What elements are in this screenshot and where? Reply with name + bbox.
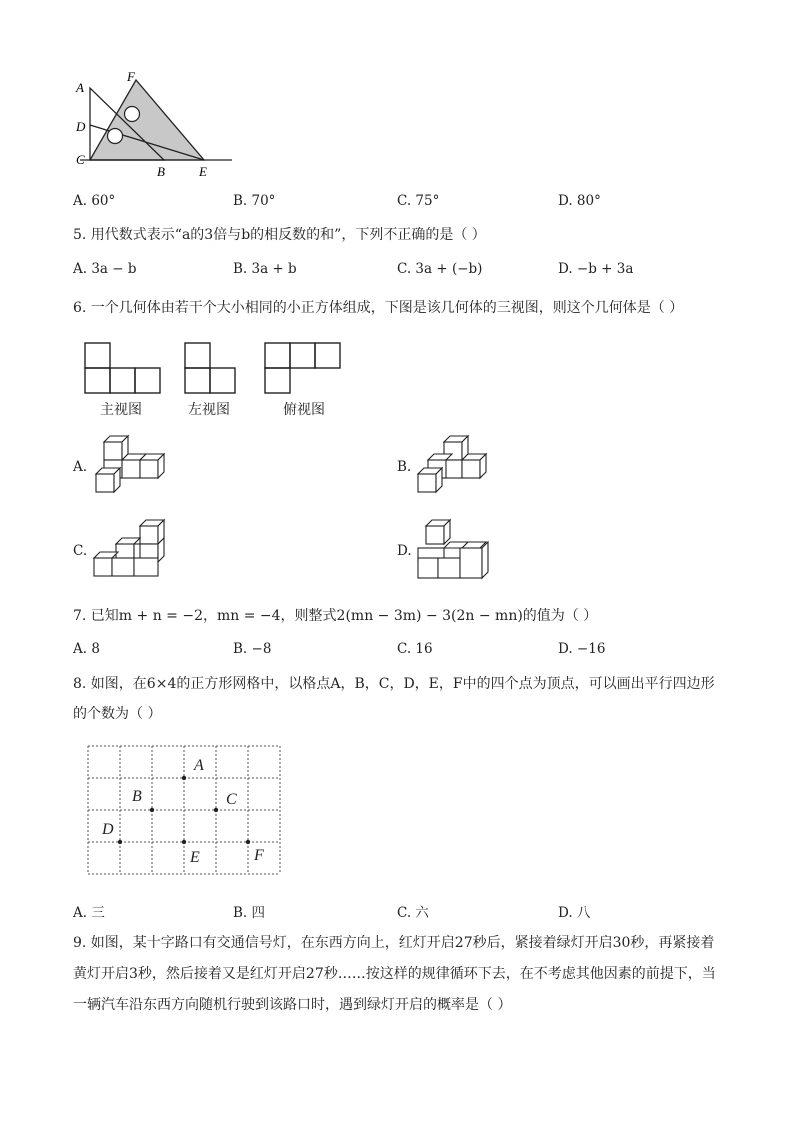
q7-option-c[interactable]: C. 16 bbox=[397, 641, 433, 657]
q6-option-b-solid[interactable] bbox=[414, 434, 504, 500]
q9-line3: 一辆汽车沿东西方向随机行驶到该路口时，遇到绿灯开启的概率是（ ） bbox=[73, 997, 512, 1013]
grid-label-A: A bbox=[194, 757, 204, 774]
q6-option-c-solid[interactable] bbox=[90, 518, 180, 584]
q5-stem: 5. 用代数式表示“a的3倍与b的相反数的和”，下列不正确的是（ ） bbox=[73, 227, 486, 243]
q8-option-b[interactable]: B. 四 bbox=[233, 905, 266, 921]
label-E: E bbox=[199, 164, 207, 179]
q6-option-b-label[interactable]: B. bbox=[397, 459, 412, 475]
point-D bbox=[118, 840, 122, 844]
label-D: D bbox=[76, 119, 86, 134]
point-E bbox=[182, 840, 186, 844]
grid-label-D: D bbox=[102, 821, 114, 838]
q7-option-d[interactable]: D. −16 bbox=[558, 641, 606, 657]
three-views-figure bbox=[80, 338, 350, 398]
q9-line2: 黄灯开启3秒，然后接着又是红灯开启27秒……按这样的规律循环下去，在不考虑其他因素的前提下，当 bbox=[73, 966, 716, 982]
q9-line1: 9. 如图，某十字路口有交通信号灯，在东西方向上，红灯开启27秒后，紧接着绿灯开启30秒，再紧接着 bbox=[73, 935, 715, 951]
q6-option-a-solid[interactable] bbox=[92, 434, 182, 500]
q7-option-b[interactable]: B. −8 bbox=[233, 641, 272, 657]
q4-option-d[interactable]: D. 80° bbox=[558, 193, 601, 209]
shaded-set-square bbox=[90, 80, 204, 160]
q5-option-c[interactable]: C. 3a + (−b) bbox=[397, 261, 483, 277]
point-F bbox=[246, 840, 250, 844]
q4-option-b[interactable]: B. 70° bbox=[233, 193, 276, 209]
q6-option-d-solid[interactable] bbox=[414, 518, 504, 584]
q8-option-a[interactable]: A. 三 bbox=[73, 905, 105, 921]
label-F: F bbox=[127, 70, 135, 84]
q5-option-d[interactable]: D. −b + 3a bbox=[558, 261, 634, 277]
point-C bbox=[214, 808, 218, 812]
grid-label-E: E bbox=[190, 849, 200, 866]
label-B: B bbox=[157, 164, 165, 179]
q7-option-a[interactable]: A. 8 bbox=[73, 641, 100, 657]
label-A: A bbox=[76, 80, 84, 95]
q4-option-a[interactable]: A. 60° bbox=[73, 193, 116, 209]
q6-option-a-label[interactable]: A. bbox=[73, 459, 88, 475]
q6-stem: 6. 一个几何体由若干个大小相同的小正方体组成，下图是该几何体的三视图，则这个几何体是（ ） bbox=[73, 300, 684, 316]
point-A bbox=[182, 776, 186, 780]
q5-option-a[interactable]: A. 3a − b bbox=[73, 261, 137, 277]
grid-label-F: F bbox=[254, 847, 264, 864]
top-view-caption: 俯视图 bbox=[283, 402, 325, 418]
q7-stem: 7. 已知m + n = −2，mn = −4，则整式2(mn − 3m) − 3(2n − mn)的值为（ ） bbox=[73, 608, 598, 624]
q6-option-d-label[interactable]: D. bbox=[397, 543, 412, 559]
q6-option-c-label[interactable]: C. bbox=[73, 543, 88, 559]
grid-label-B: B bbox=[132, 788, 142, 805]
q5-option-b[interactable]: B. 3a + b bbox=[233, 261, 297, 277]
front-view-caption: 主视图 bbox=[100, 402, 142, 418]
q8-stem-line2: 的个数为（ ） bbox=[73, 706, 162, 722]
grid-label-C: C bbox=[226, 791, 237, 808]
label-C: C bbox=[76, 152, 85, 167]
left-view-caption: 左视图 bbox=[188, 402, 230, 418]
q4-option-c[interactable]: C. 75° bbox=[397, 193, 440, 209]
q8-option-d[interactable]: D. 八 bbox=[558, 905, 591, 921]
q8-grid-figure bbox=[86, 744, 286, 876]
q8-option-c[interactable]: C. 六 bbox=[397, 905, 429, 921]
point-B bbox=[150, 808, 154, 812]
triangle-figure bbox=[72, 70, 242, 180]
q8-stem-line1: 8. 如图，在6×4的正方形网格中，以格点A，B，C，D，E，F中的四个点为顶点，可以画出平行四边形 bbox=[73, 676, 715, 692]
